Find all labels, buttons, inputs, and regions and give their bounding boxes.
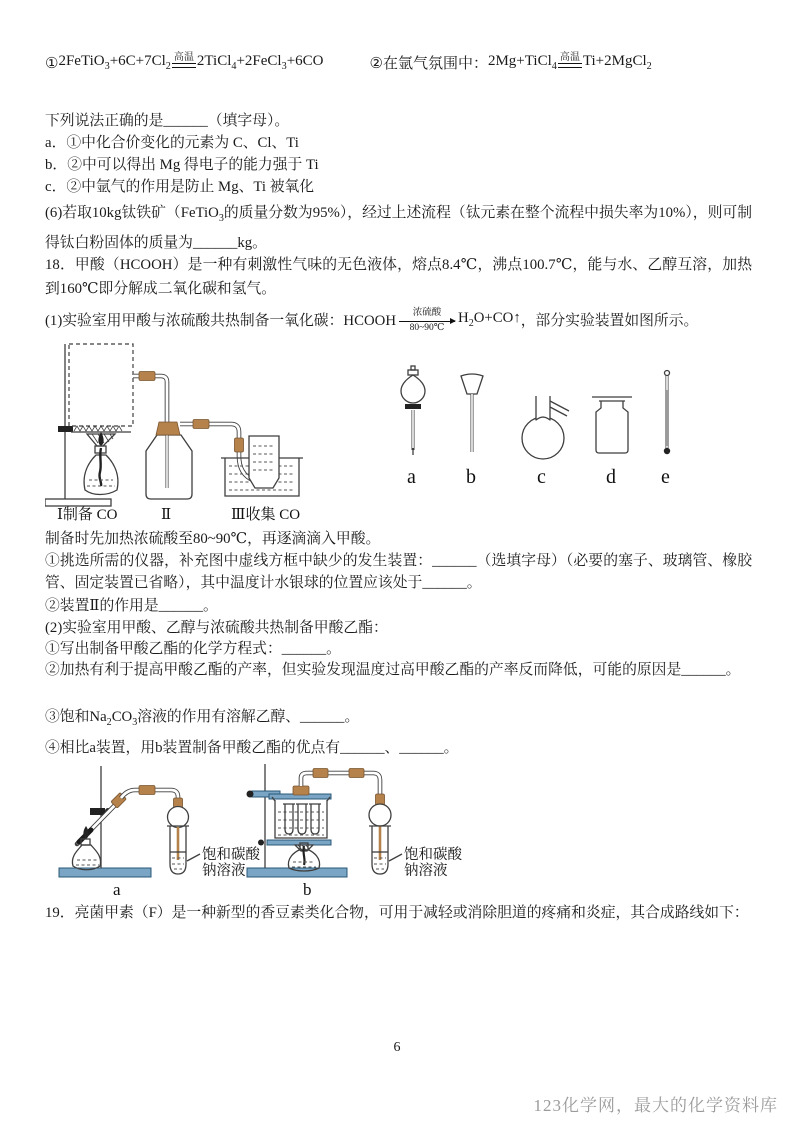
setup-a-letter: a [113, 880, 121, 899]
part1-question-2: ②装置Ⅱ的作用是______。 [45, 598, 218, 614]
prep-note: 制备时先加热浓硫酸至80~90℃，再逐滴滴入甲酸。 [45, 531, 381, 547]
rubber-connector-icon [139, 372, 155, 381]
equation-2-number: ② [369, 56, 383, 72]
iron-ring-shelf [267, 840, 331, 845]
rubber-connector-icon [235, 438, 244, 452]
equation-2-condition: 高温 [558, 52, 582, 69]
figure-co-apparatus [45, 338, 751, 531]
equation-1-lhs: $2FeTiO_3+6C+7Cl_2$ [58, 53, 171, 72]
figure-ester-apparatus [55, 764, 485, 905]
question-17-part6: (6)若取10kg钛铁矿（FeTiO$_3$的质量分数为95%），经过上述流程（钛元素在整个流程中损失率为10%），则可制得钛白粉固体的质量为______kg。 [45, 205, 752, 251]
setup-a [59, 766, 260, 899]
fig1-label-generation: Ⅰ制备 CO [57, 507, 118, 523]
rubber-connector-icon [193, 420, 209, 429]
collection-bottle-icon [249, 436, 279, 488]
gas-bottle-icon [592, 397, 632, 453]
reaction-condition-above: 浓硫酸 [412, 308, 442, 319]
option-a: a．①中化合价变化的元素为 C、Cl、Ti [45, 135, 299, 151]
missing-generator-dashed-box [69, 344, 133, 426]
equation-1-condition: 高温 [172, 52, 196, 69]
fig1-label-collection: Ⅲ收集 CO [231, 507, 301, 523]
rubber-stopper-icon [293, 786, 309, 795]
equation-2-lhs: 2Mg+TiCl$_4$ [487, 53, 557, 72]
inner-test-tube-icon [296, 804, 308, 834]
apparatus-letter-b: b [466, 466, 476, 488]
flask-with-side-tube-icon [522, 396, 569, 459]
alcohol-lamp-icon [84, 432, 118, 495]
arrow-line [399, 321, 455, 322]
part1-rxn-rhs: $H_2O+CO↑$ [458, 310, 521, 329]
question-18-intro: 18．甲酸（HCOOH）是一种有刺激性气味的无色液体，熔点8.4℃，沸点100.7℃，能与水、乙醇互溶，加热到160℃即分解成二氧化碳和氢气。 [45, 257, 752, 297]
equals-bar [558, 64, 582, 68]
label-pointer-line [389, 854, 402, 861]
watermark: 123化学网，最大的化学资料库 [533, 1096, 778, 1115]
equation-1-number: ① [45, 56, 59, 72]
apparatus-letter-c: c [537, 466, 546, 488]
bulb-tube-icon [369, 804, 391, 826]
rubber-connector-icon [349, 769, 364, 778]
equation-1-rhs: 2TiCl$_4$+2FeCl$_3$+6CO [196, 53, 324, 72]
part2-lead: (2)实验室用甲酸、乙醇与浓硫酸共热制备甲酸乙酯： [45, 620, 388, 636]
equation-2-rhs: Ti+2MgCl$_2$ [582, 53, 652, 72]
stand-base [247, 868, 347, 877]
part2-question-1: ①写出制备甲酸乙酯的化学方程式：______。 [45, 641, 341, 657]
alcohol-lamp-icon [288, 843, 319, 871]
long-stem-funnel-icon [461, 374, 483, 452]
equation-1 [45, 50, 324, 78]
wire-gauze-icon [71, 426, 131, 432]
part1-lead-tail: ，部分实验装置如图所示。 [520, 313, 699, 329]
apparatus-letter-d: d [606, 466, 616, 488]
solution-label-line2: 钠溶液 [404, 863, 448, 879]
apparatus-letter-e: e [661, 466, 670, 488]
equation-2 [370, 50, 652, 78]
solution-label-line2: 钠溶液 [202, 863, 246, 879]
inner-test-tube-icon [283, 804, 295, 834]
equation-row [45, 50, 752, 78]
question-19: 19．亮菌甲素（F）是一种新型的香豆素类化合物，可用于减轻或消除胆道的疼痛和炎症，其合成路线如下： [45, 905, 749, 921]
option-c: c．②中氩气的作用是防止 Mg、Ti 被氧化 [45, 179, 315, 195]
stand-base [59, 868, 151, 877]
alcohol-lamp-icon [72, 826, 100, 870]
label-pointer-line [187, 854, 200, 861]
bulb-tube-icon [168, 807, 189, 828]
setup-b-letter: b [303, 880, 312, 899]
question-17-options [45, 132, 752, 198]
safety-bottle-icon [146, 422, 192, 499]
equals-bar [172, 64, 196, 68]
rubber-connector-icon [313, 769, 328, 778]
water-bath-beaker-icon [269, 794, 331, 838]
fig1-label-bottle: Ⅱ [161, 507, 172, 523]
reaction-condition-below: 80~90℃ [409, 322, 445, 333]
rubber-stopper-icon [156, 422, 180, 435]
question-18-part1-lead [45, 304, 752, 338]
reaction-arrow [399, 308, 455, 334]
page-number: 6 [393, 1040, 401, 1055]
part1-question-1: ①挑选所需的仪器，补充图中虚线方框中缺少的发生装置：______（选填字母）（必要的塞子、玻璃管、橡胶管、固定装置已省略），其中温度计水银球的位置应该处于______。 [45, 553, 752, 591]
clamp-icon [90, 808, 105, 815]
rubber-connector-icon [376, 794, 385, 805]
part2-question-2: ②加热有利于提高甲酸乙酯的产率，但实验发现温度过高甲酸乙酯的产率反而降低，可能的原因是______。 [45, 662, 741, 678]
dropping-funnel-icon [401, 366, 425, 455]
part2-question-4: ④相比a装置，用b装置制备甲酸乙酯的优点有______、______。 [45, 740, 459, 756]
setup-b [247, 764, 463, 899]
part1-lead-text: (1)实验室用甲酸与浓硫酸共热制备一氧化碳： [45, 313, 344, 329]
option-b: b．②中可以得出 Mg 得电子的能力强于 Ti [45, 157, 319, 173]
rubber-connector-icon [139, 786, 155, 795]
question-17-prompt: 下列说法正确的是______（填字母）。 [45, 113, 290, 129]
equation-2-intro: 在氩气氛围中： [382, 56, 488, 72]
part1-rxn-lhs: HCOOH [343, 313, 397, 329]
apparatus-letter-a: a [407, 466, 416, 488]
solution-label-line1: 饱和碳酸 [202, 847, 260, 863]
part2-question-3: ③饱和$Na_2CO_3$溶液的作用有溶解乙醇、______。 [45, 709, 360, 728]
solution-label-line1: 饱和碳酸 [404, 847, 462, 863]
thermometer-icon [664, 371, 670, 455]
inner-test-tube-icon [309, 804, 321, 834]
